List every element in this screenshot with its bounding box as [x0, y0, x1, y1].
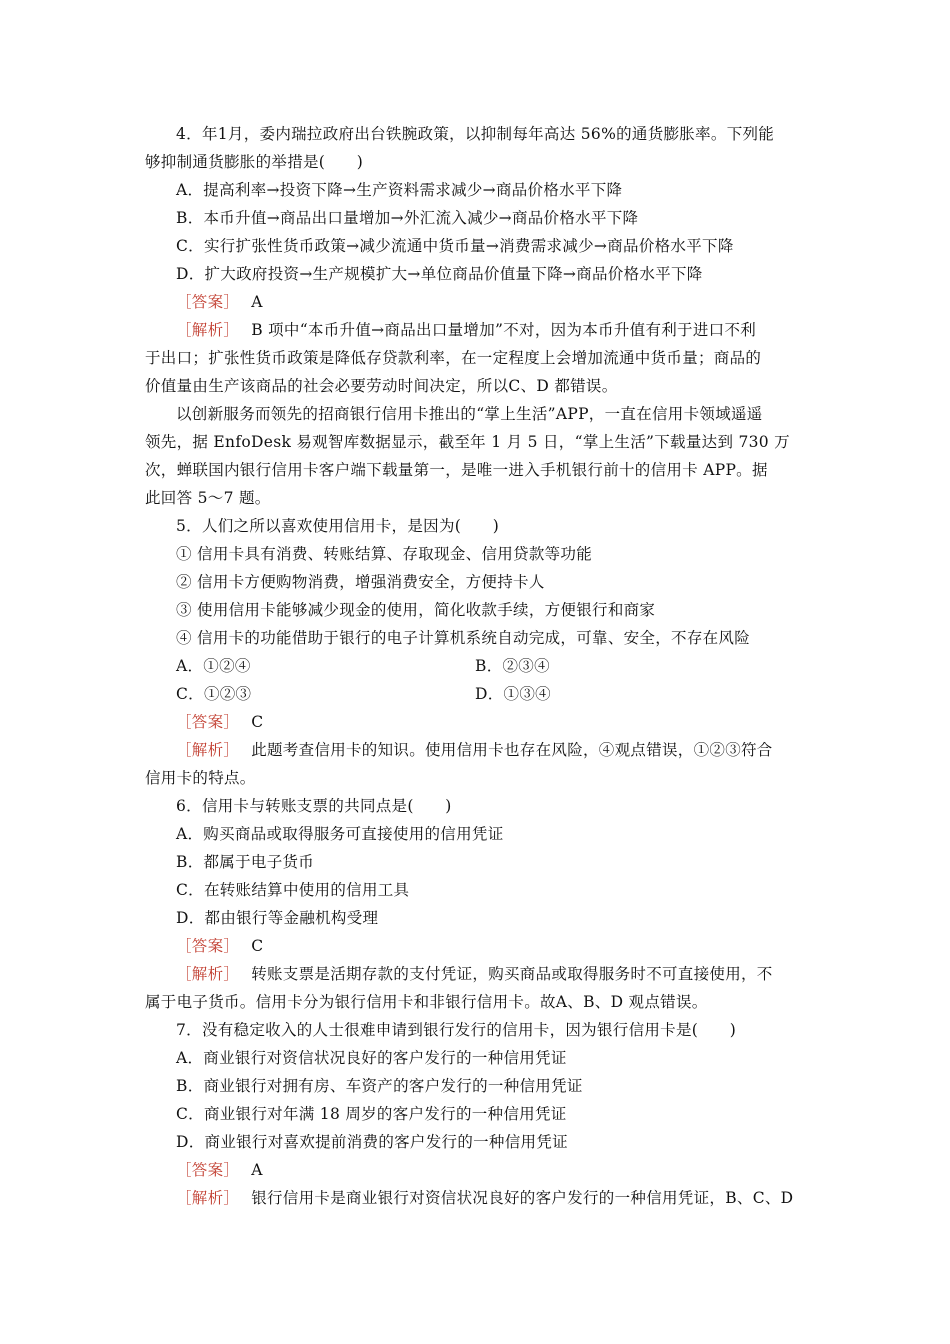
q4-stem-line2: 够抑制通货膨胀的举措是( ) — [145, 153, 364, 171]
q4-analysis-line1: ［解析］ B 项中“本币升值→商品出口量增加”不对，因为本币升值有利于进口不利 — [176, 321, 757, 339]
q6-option-d: D．都由银行等金融机构受理 — [176, 909, 379, 927]
q4-option-b: B．本币升值→商品出口量增加→外汇流入减少→商品价格水平下降 — [176, 209, 639, 227]
q4-option-c: C．实行扩张性货币政策→减少流通中货币量→消费需求减少→商品价格水平下降 — [176, 237, 734, 255]
analysis-tag: ［解析］ — [176, 741, 240, 759]
q7-analysis-line1: ［解析］ 银行信用卡是商业银行对资信状况良好的客户发行的一种信用凭证，B、C、D — [176, 1189, 794, 1207]
q4-analysis-line2: 于出口；扩张性货币政策是降低存贷款利率，在一定程度上会增加流通中货币量；商品的 — [145, 349, 762, 367]
q7-answer: A — [251, 1161, 263, 1179]
q7-option-b: B．商业银行对拥有房、车资产的客户发行的一种信用凭证 — [176, 1077, 583, 1095]
analysis-tag: ［解析］ — [176, 321, 240, 339]
material-line1: 以创新服务而领先的招商银行信用卡推出的“掌上生活”APP，一直在信用卡领域遥遥 — [176, 405, 763, 423]
answer-tag: ［答案］ — [176, 293, 240, 311]
q6-stem: 6．信用卡与转账支票的共同点是( ) — [176, 797, 452, 815]
q4-answer-line — [176, 291, 810, 313]
q5-answer-line — [176, 711, 810, 733]
answer-tag: ［答案］ — [176, 937, 240, 955]
q7-option-a: A．商业银行对资信状况良好的客户发行的一种信用凭证 — [176, 1049, 567, 1067]
q5-answer: C — [251, 713, 264, 731]
answer-tag: ［答案］ — [176, 1161, 240, 1179]
q7-stem: 7．没有稳定收入的人士很难申请到银行发行的信用卡，因为银行信用卡是( ) — [176, 1021, 737, 1039]
material-line4: 此回答 5～7 题。 — [145, 489, 271, 507]
q7-option-c: C．商业银行对年满 18 周岁的客户发行的一种信用凭证 — [176, 1105, 567, 1123]
q5-option-c: C．①②③ — [176, 685, 252, 703]
q6-analysis-line1: ［解析］ 转账支票是活期存款的支付凭证，购买商品或取得服务时不可直接使用，不 — [176, 965, 773, 983]
q4-option-a: A．提高利率→投资下降→生产资料需求减少→商品价格水平下降 — [176, 181, 623, 199]
q6-answer: C — [251, 937, 264, 955]
q5-option-b: B．②③④ — [475, 657, 550, 675]
q5-stem: 5．人们之所以喜欢使用信用卡，是因为( ) — [176, 517, 500, 535]
q6-analysis-line2: 属于电子货币。信用卡分为银行信用卡和非银行信用卡。故A、B、D 观点错误。 — [145, 993, 708, 1011]
q7-answer-line — [176, 1159, 810, 1181]
q5-analysis-line2: 信用卡的特点。 — [145, 769, 256, 787]
q6-option-a: A．购买商品或取得服务可直接使用的信用凭证 — [176, 825, 504, 843]
q4-answer: A — [251, 293, 263, 311]
q5-item-4: ④ 信用卡的功能借助于银行的电子计算机系统自动完成，可靠、安全，不存在风险 — [176, 629, 751, 647]
q4-analysis-line3: 价值量由生产该商品的社会必要劳动时间决定，所以C、D 都错误。 — [145, 377, 618, 395]
analysis-tag: ［解析］ — [176, 965, 240, 983]
q7-option-d: D．商业银行对喜欢提前消费的客户发行的一种信用凭证 — [176, 1133, 568, 1151]
q6-option-c: C．在转账结算中使用的信用工具 — [176, 881, 410, 899]
analysis-tag: ［解析］ — [176, 1189, 240, 1207]
q5-item-2: ② 信用卡方便购物消费，增强消费安全，方便持卡人 — [176, 573, 545, 591]
q5-item-1: ① 信用卡具有消费、转账结算、存取现金、信用贷款等功能 — [176, 545, 593, 563]
q4-option-d: D．扩大政府投资→生产规模扩大→单位商品价值量下降→商品价格水平下降 — [176, 265, 703, 283]
q5-item-3: ③ 使用信用卡能够减少现金的使用，简化收款手续，方便银行和商家 — [176, 601, 656, 619]
q4-stem-line1: 4．年1月，委内瑞拉政府出台铁腕政策，以抑制每年高达 56%的通货膨胀率。下列能 — [176, 125, 775, 143]
material-line2: 领先，据 EnfoDesk 易观智库数据显示，截至年 1 月 5 日，“掌上生活”下载量达到 730 万 — [145, 433, 790, 451]
q5-option-a: A．①②④ — [176, 657, 251, 675]
q6-option-b: B．都属于电子货币 — [176, 853, 315, 871]
material-line3: 次，蝉联国内银行信用卡客户端下载量第一，是唯一进入手机银行前十的信用卡 APP。据 — [145, 461, 768, 479]
answer-tag: ［答案］ — [176, 713, 240, 731]
q5-option-d: D．①③④ — [475, 685, 551, 703]
q6-answer-line — [176, 935, 810, 957]
q5-analysis-line1: ［解析］ 此题考查信用卡的知识。使用信用卡也存在风险，④观点错误，①②③符合 — [176, 741, 773, 759]
